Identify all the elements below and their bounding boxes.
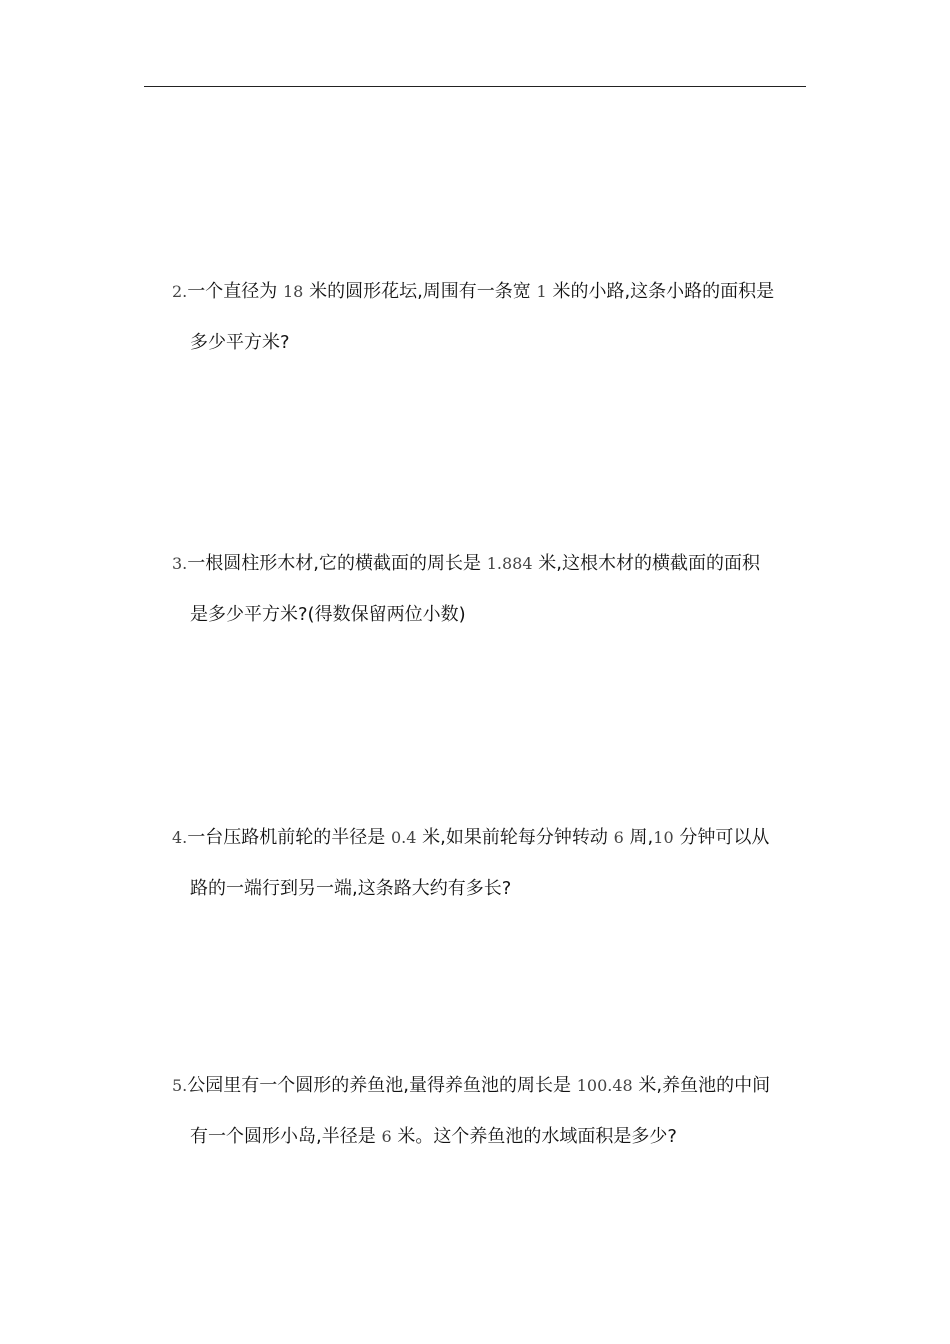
question-line-1 xyxy=(172,280,812,304)
question-text: 米。这个养鱼池的水域面积是多少? xyxy=(391,1126,677,1147)
number-value: 10 xyxy=(653,828,674,847)
number-value: 6 xyxy=(613,828,624,847)
question-4 xyxy=(172,826,812,901)
number-value: 18 xyxy=(283,282,304,301)
question-number: 2. xyxy=(172,282,188,301)
question-3 xyxy=(172,552,812,627)
question-text: 公园里有一个圆形的养鱼池,量得养鱼池的周长是 xyxy=(187,1075,577,1096)
question-text: 一个直径为 xyxy=(187,281,283,302)
number-value: 6 xyxy=(381,1127,392,1146)
header-rule xyxy=(144,86,806,87)
question-number: 4. xyxy=(172,828,188,847)
question-line-1 xyxy=(172,1074,812,1098)
question-text: 米的小路,这条小路的面积是 xyxy=(546,281,775,302)
question-line-2 xyxy=(172,1125,812,1149)
question-line-1 xyxy=(172,826,812,850)
question-line-2: 是多少平方米?(得数保留两位小数) xyxy=(190,604,466,625)
question-text: 一台压路机前轮的半径是 xyxy=(187,827,391,848)
question-number: 3. xyxy=(172,554,188,573)
question-text: 米,如果前轮每分钟转动 xyxy=(416,827,614,848)
question-5 xyxy=(172,1074,812,1149)
number-value: 100.48 xyxy=(576,1076,633,1095)
question-line-2: 多少平方米? xyxy=(190,332,290,353)
question-text: 米的圆形花坛,周围有一条宽 xyxy=(303,281,537,302)
question-line-1 xyxy=(172,552,812,576)
question-number: 5. xyxy=(172,1076,188,1095)
number-value: 1 xyxy=(536,282,547,301)
question-text: 分钟可以从 xyxy=(673,827,770,848)
question-text: 米,这根木材的横截面的面积 xyxy=(532,553,760,574)
number-value: 0.4 xyxy=(391,828,417,847)
number-value: 1.884 xyxy=(486,554,533,573)
question-text: 米,养鱼池的中间 xyxy=(632,1075,771,1096)
question-line-2: 路的一端行到另一端,这条路大约有多长? xyxy=(190,878,512,899)
question-text: 周, xyxy=(623,827,654,848)
question-2 xyxy=(172,280,812,355)
question-text: 一根圆柱形木材,它的横截面的周长是 xyxy=(187,553,487,574)
question-text: 有一个圆形小岛,半径是 xyxy=(190,1126,382,1147)
